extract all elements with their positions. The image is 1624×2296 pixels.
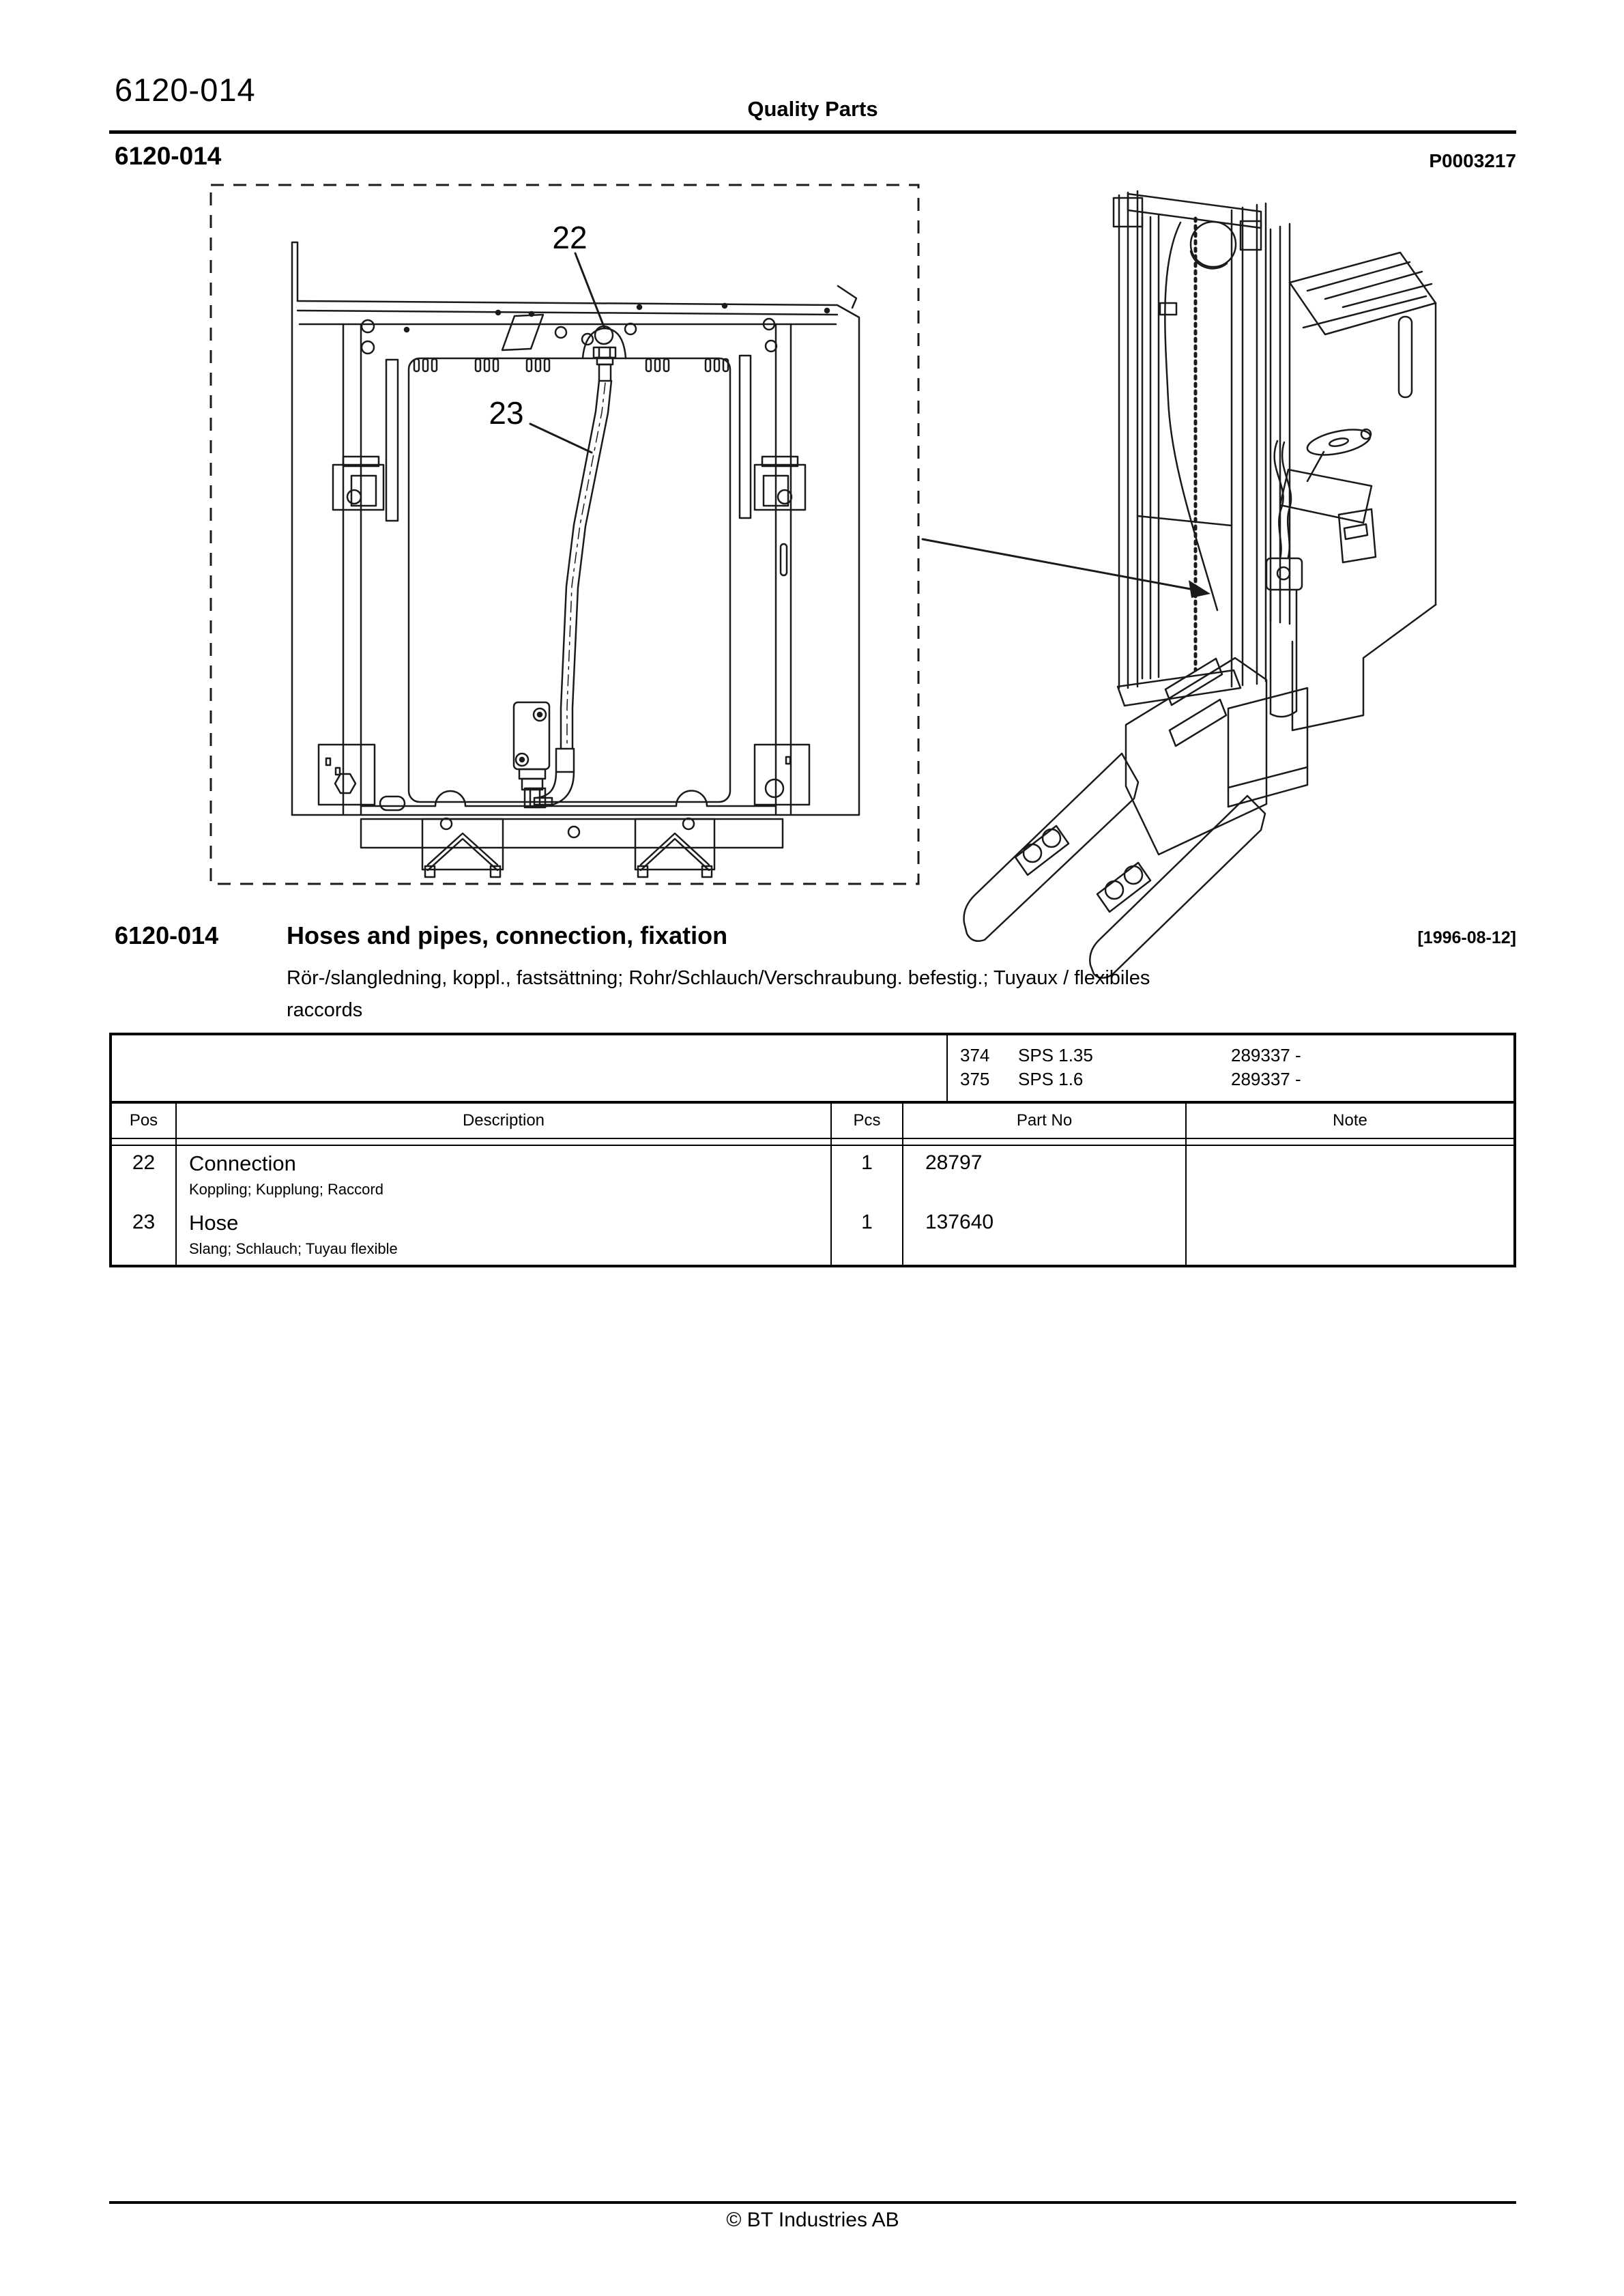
section-code-header: 6120-014 [115, 142, 222, 170]
col-header-note: Note [1333, 1111, 1367, 1130]
panel-diagram [209, 184, 920, 885]
cell-pos: 23 [112, 1205, 177, 1265]
cell-description [177, 1146, 832, 1205]
col-header-pcs: Pcs [832, 1104, 903, 1138]
variant-box-empty-cell [112, 1035, 946, 1101]
battery-door [1339, 509, 1376, 562]
footer-divider [109, 2201, 1516, 2204]
location-arrow [923, 539, 1210, 598]
section-date: [1996-08-12] [1417, 928, 1516, 947]
right-channel-slot [781, 544, 787, 575]
variant-model: 374 [960, 1045, 990, 1065]
header-center-title: Quality Parts [747, 97, 878, 121]
cell-pos: 22 [112, 1146, 177, 1205]
variant-model: 375 [960, 1069, 990, 1089]
variant-row [960, 1067, 1513, 1091]
description-translations: Slang; Schlauch; Tuyau flexible [189, 1240, 398, 1257]
panel-slot [502, 315, 543, 350]
inner-panel [409, 358, 730, 802]
header-divider [109, 130, 1516, 134]
col-header-description: Description [177, 1104, 832, 1138]
col-header-pos: Pos [112, 1104, 177, 1138]
bottom-component-box [514, 702, 549, 790]
vent-slots [414, 359, 728, 371]
left-mid-bracket [333, 457, 383, 510]
callout-23-label: 23 [489, 395, 524, 431]
cell-pcs: 1 [832, 1146, 903, 1205]
panel-back-sheet [292, 242, 859, 815]
table-row [112, 1205, 1513, 1265]
cell-note [1187, 1146, 1513, 1205]
leader-23 [530, 424, 592, 453]
table-header-row [112, 1104, 1513, 1139]
description-translations: Koppling; Kupplung; Raccord [189, 1181, 383, 1198]
variant-box-models [946, 1035, 1513, 1101]
fork-carriage [1126, 658, 1266, 855]
truck-diagram [921, 171, 1453, 983]
mast-hose [1160, 223, 1217, 610]
section-code: 6120-014 [115, 921, 219, 949]
header-separator [112, 1139, 1513, 1146]
cell-note [1187, 1205, 1513, 1265]
detail-frame-dashed-border [211, 185, 918, 884]
steering-wheel [1305, 425, 1373, 481]
col-header-part-no: Part No [903, 1104, 1187, 1138]
right-fork [1090, 796, 1265, 978]
footer-copyright: © BT Industries AB [726, 2209, 899, 2231]
right-bottom-bracket [755, 745, 809, 805]
hose-line [525, 381, 611, 807]
table-row [112, 1146, 1513, 1205]
section-subtitle-line2: raccords [287, 999, 363, 1021]
console [1280, 470, 1372, 523]
right-channel [776, 324, 791, 814]
description-main: Connection [189, 1151, 296, 1175]
mast-pulley [1191, 222, 1236, 267]
left-channel [343, 324, 361, 814]
right-inner-rail [740, 356, 751, 518]
variant-type: SPS 1.6 [1018, 1069, 1084, 1089]
chassis-base [1228, 688, 1307, 807]
variant-serial: 289337 - [1231, 1045, 1301, 1065]
section-subtitle [287, 962, 1406, 1027]
bottom-strip [361, 819, 783, 848]
leader-22 [575, 253, 605, 328]
left-fork [964, 754, 1138, 941]
section-subtitle-line1: Rör-/slangledning, koppl., fastsättning; Rohr/Schlauch/Verschraubung. befestig.; Tuyaux / flexibiles [287, 967, 1150, 989]
figure-reference: P0003217 [1429, 150, 1516, 171]
cab-body [1271, 224, 1436, 730]
cell-part-no: 28797 [903, 1146, 1187, 1205]
cell-description [177, 1205, 832, 1265]
mast [1114, 191, 1266, 706]
variant-row [960, 1044, 1513, 1067]
parts-table [109, 1033, 1516, 1267]
right-mid-bracket [755, 457, 805, 510]
hydraulic-unit [1266, 441, 1302, 717]
cell-part-no: 137640 [903, 1205, 1187, 1265]
variant-type: SPS 1.35 [1018, 1045, 1093, 1065]
left-inner-rail [386, 360, 398, 521]
variant-serial: 289337 - [1231, 1069, 1301, 1089]
cell-pcs: 1 [832, 1205, 903, 1265]
section-title: Hoses and pipes, connection, fixation [287, 921, 728, 949]
variant-box [112, 1035, 1513, 1104]
description-main: Hose [189, 1211, 239, 1235]
callout-22-label: 22 [552, 220, 588, 255]
page-title: 6120-014 [115, 72, 256, 108]
